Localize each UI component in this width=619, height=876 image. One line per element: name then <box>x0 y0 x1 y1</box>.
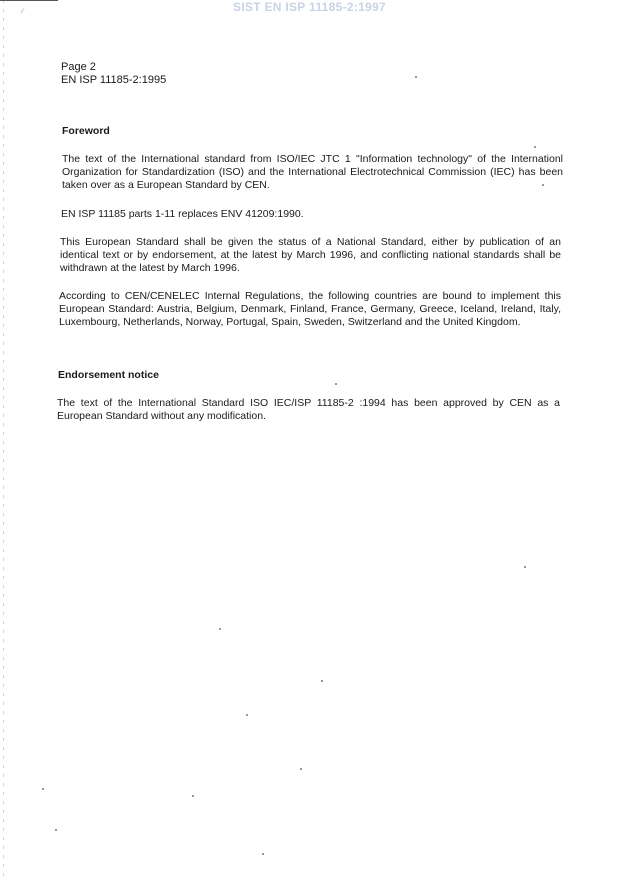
scan-edge-line <box>3 0 4 876</box>
foreword-heading: Foreword <box>62 125 110 137</box>
document-id: EN ISP 11185-2:1995 <box>61 74 167 86</box>
foreword-paragraph-4: According to CEN/CENELEC Internal Regulations, the following countries are bound to implement this European Standard: Austria, Belgium, Denmark, Finland, France, Germany, Greece, Iceland, Ireland, Italy, Luxembourg, Netherlands, Norway, Portugal, Spain, Sweden, Switzerland and the United Kingdom. <box>59 290 561 329</box>
scan-speck <box>192 795 194 797</box>
page-label: Page 2 <box>61 61 96 73</box>
scan-speck <box>415 76 417 78</box>
scan-speck <box>262 853 264 855</box>
scan-speck <box>524 566 526 568</box>
scan-speck <box>219 628 221 630</box>
scan-artifact: ·⁄ <box>20 8 24 15</box>
endorsement-heading: Endorsement notice <box>58 369 159 381</box>
watermark: SIST EN ISP 11185-2:1997 <box>232 0 387 14</box>
foreword-paragraph-1: The text of the International standard from ISO/IEC JTC 1 "Information technology" of the Internationl Organization for Standardization (ISO) and the International Electrotechnical Commission (IEC) has been taken over as a European Standard by CEN. <box>62 153 563 192</box>
foreword-paragraph-2: EN ISP 11185 parts 1-11 replaces ENV 41209:1990. <box>61 208 304 220</box>
scan-speck <box>55 829 57 831</box>
scan-speck <box>300 768 302 770</box>
scan-speck <box>335 383 337 385</box>
endorsement-paragraph: The text of the International Standard ISO IEC/ISP 11185-2 :1994 has been approved by CEN as a European Standard without any modification. <box>57 397 560 423</box>
scan-speck <box>246 714 248 716</box>
scan-speck <box>321 680 323 682</box>
scan-speck <box>42 788 44 790</box>
foreword-paragraph-3: This European Standard shall be given the status of a National Standard, either by publication of an identical text or by endorsement, at the latest by March 1996, and conflicting national standards shall be withdrawn at the latest by March 1996. <box>60 236 561 275</box>
scan-speck <box>542 184 544 186</box>
scan-speck <box>534 146 536 148</box>
page-header <box>61 61 166 87</box>
